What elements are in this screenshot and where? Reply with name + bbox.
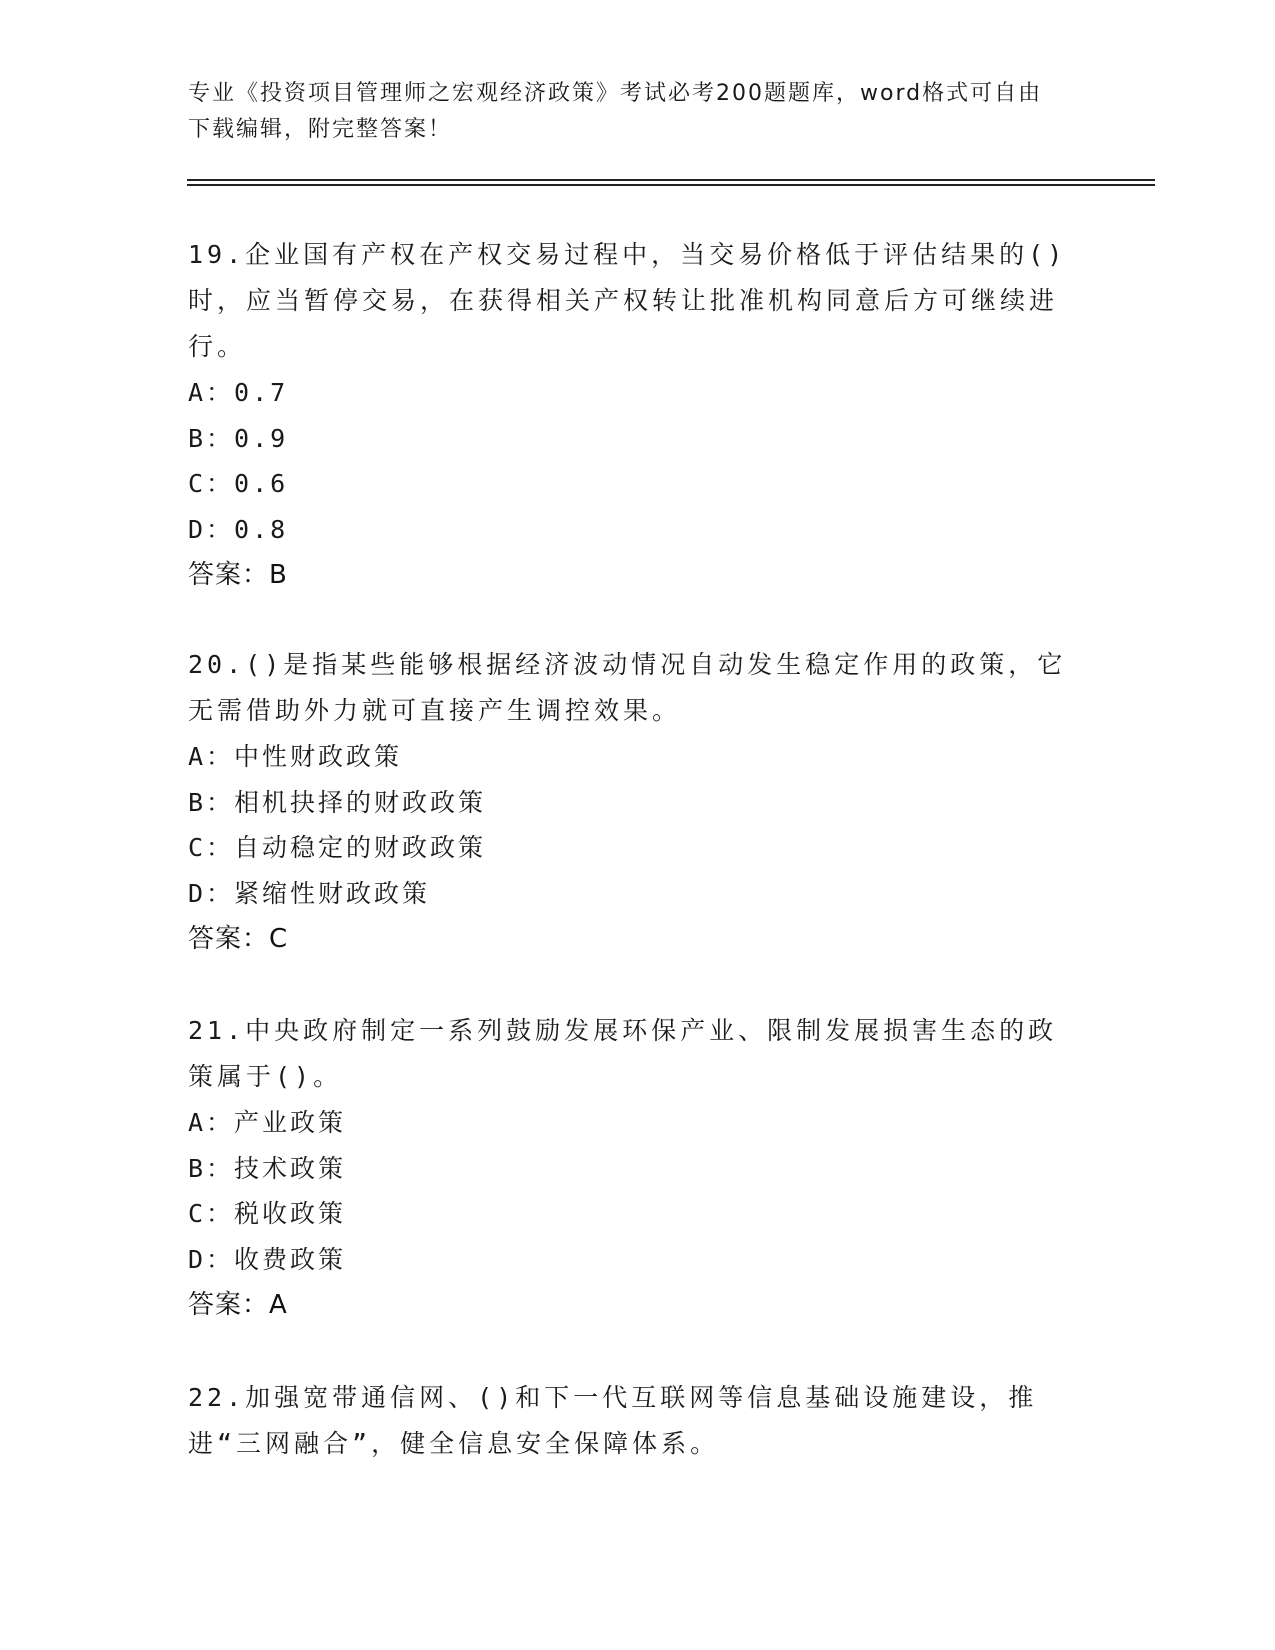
option-d: D：紧缩性财政政策 — [188, 878, 431, 908]
option-c: C：税收政策 — [188, 1199, 347, 1228]
option-b: B：相机抉择的财政政策 — [188, 787, 487, 817]
answer: 答案：C — [188, 924, 289, 954]
option-b: B：技术政策 — [188, 1153, 347, 1183]
question-stem: 22.加强宽带通信网、()和下一代互联网等信息基础设施建设，推进“三网融合”，健全信息安全保障体系。 — [188, 1383, 1038, 1458]
question-19 — [188, 232, 1078, 598]
header-line-2: 下载编辑，附完整答案！ — [188, 117, 453, 142]
option-c: C：自动稳定的财政政策 — [188, 833, 487, 862]
answer: 答案：B — [188, 560, 288, 590]
question-20 — [188, 642, 1078, 962]
header-divider-bottom — [187, 184, 1155, 186]
option-d: D：0.8 — [188, 514, 289, 544]
option-b: B：0.9 — [188, 423, 289, 453]
option-a: A：中性财政政策 — [188, 742, 403, 771]
option-d: D：收费政策 — [188, 1244, 347, 1274]
option-c: C：0.6 — [188, 469, 289, 498]
question-stem: 19.企业国有产权在产权交易过程中，当交易价格低于评估结果的()时，应当暂停交易，在获得相关产权转让批准机构同意后方可继续进行。 — [188, 240, 1067, 361]
answer: 答案：A — [188, 1290, 288, 1320]
header-divider-top — [187, 179, 1155, 181]
question-stem: 21.中央政府制定一系列鼓励发展环保产业、限制发展损害生态的政策属于()。 — [188, 1016, 1058, 1091]
question-22 — [188, 1375, 1078, 1467]
header-line-1: 专业《投资项目管理师之宏观经济政策》考试必考200题题库，word格式可自由 — [188, 81, 1043, 106]
option-a: A：产业政策 — [188, 1108, 347, 1137]
question-21 — [188, 1008, 1078, 1328]
document-header — [188, 76, 1088, 148]
question-stem: 20.()是指某些能够根据经济波动情况自动发生稳定作用的政策，它无需借助外力就可直接产生调控效果。 — [188, 650, 1067, 725]
option-a: A：0.7 — [188, 378, 289, 407]
